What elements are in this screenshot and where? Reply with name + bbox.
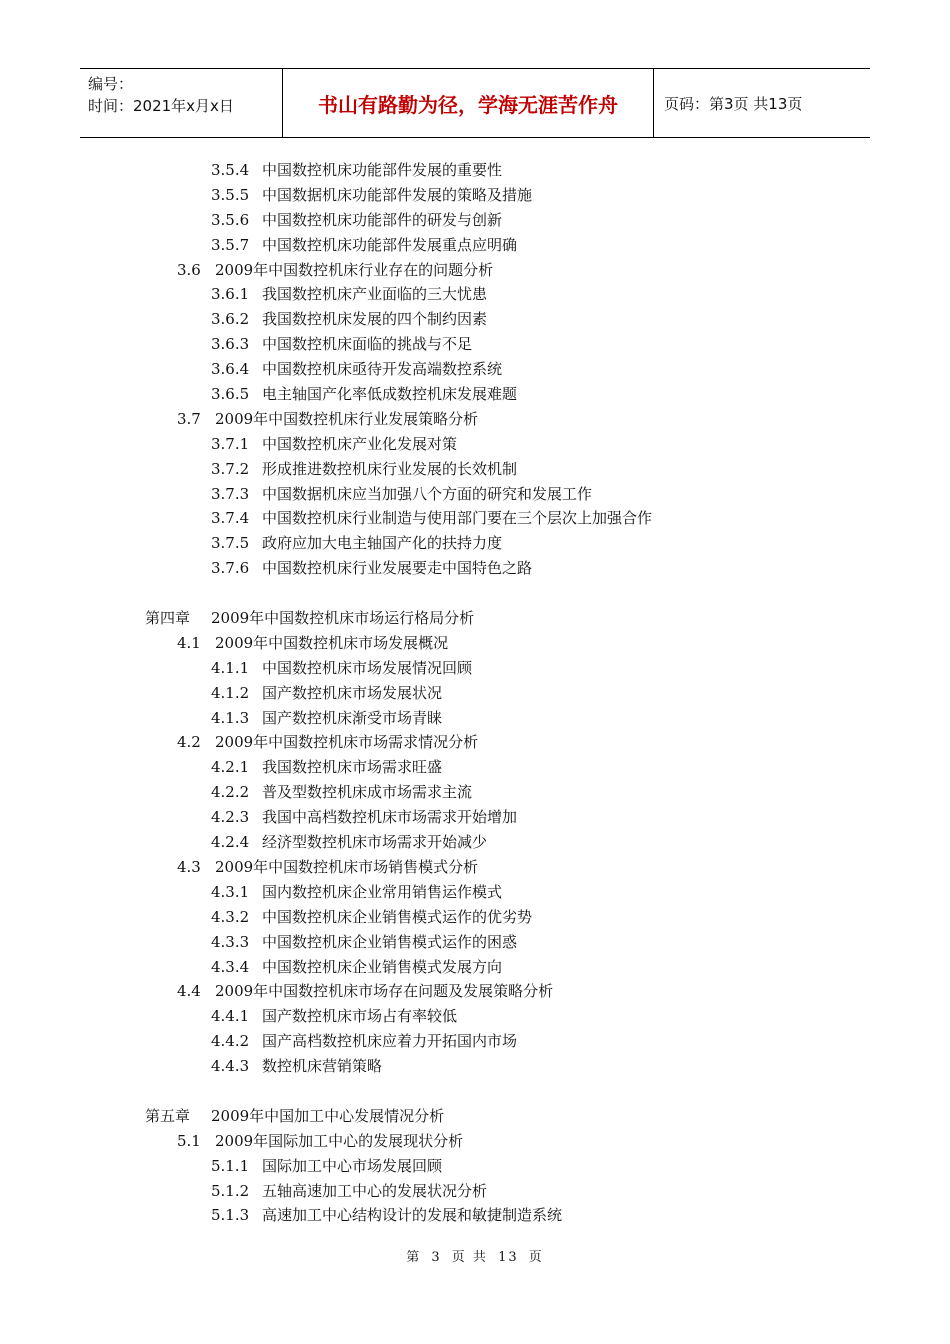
- toc-title: 2009年中国数控机床行业存在的问题分析: [215, 260, 494, 279]
- toc-subsection: [0, 208, 950, 233]
- toc-subsection: [0, 382, 950, 407]
- toc-title: 国内数控机床企业常用销售运作模式: [262, 882, 503, 901]
- toc-title: 国产数控机床市场占有率较低: [262, 1007, 458, 1026]
- toc-number: 4.3.4: [211, 957, 250, 976]
- header-page-label: 页码：第3页 共13页: [664, 94, 803, 113]
- footer-suffix: 页: [528, 1250, 544, 1265]
- toc-title: 中国数控机床市场发展情况回顾: [262, 658, 473, 677]
- toc-title: 2009年中国数控机床市场需求情况分析: [215, 733, 479, 752]
- toc-title: 五轴高速加工中心的发展状况分析: [262, 1181, 488, 1200]
- toc-section: [0, 855, 950, 880]
- toc-subsection: [0, 332, 950, 357]
- toc-title: 中国数控机床产业化发展对策: [262, 434, 458, 453]
- toc-subsection: [0, 930, 950, 955]
- toc-section: [0, 407, 950, 432]
- footer-middle: 页 共: [451, 1250, 488, 1265]
- toc-number: 3.5.7: [211, 235, 250, 254]
- toc-number: 3.7.1: [211, 434, 250, 453]
- page-header: [80, 68, 870, 138]
- toc-number: 3.7.2: [211, 459, 250, 478]
- toc-subsection: [0, 805, 950, 830]
- toc-spacer: [0, 581, 950, 606]
- toc-number: 4.2.2: [211, 783, 250, 802]
- toc-section: [0, 258, 950, 283]
- toc-subsection: [0, 780, 950, 805]
- toc-subsection: [0, 556, 950, 581]
- toc-number: 4.1.3: [211, 708, 250, 727]
- toc-subsection: [0, 457, 950, 482]
- toc-title: 中国数控机床企业销售模式发展方向: [262, 957, 503, 976]
- toc-subsection: [0, 830, 950, 855]
- toc-number: 第四章: [145, 609, 191, 628]
- toc-section: [0, 1129, 950, 1154]
- toc-number: 3.7.3: [211, 484, 250, 503]
- toc-number: 3.6.4: [211, 360, 250, 379]
- toc-title: 电主轴国产化率低成数控机床发展难题: [262, 385, 518, 404]
- toc-subsection: [0, 656, 950, 681]
- table-of-contents: [0, 158, 950, 1228]
- toc-title: 中国数控机床行业发展要走中国特色之路: [262, 559, 533, 578]
- toc-number: 4.2.4: [211, 833, 250, 852]
- toc-title: 中国数据机床应当加强八个方面的研究和发展工作: [262, 484, 593, 503]
- toc-number: 4.2.3: [211, 808, 250, 827]
- toc-number: 5.1.1: [211, 1156, 250, 1175]
- toc-title: 我国数控机床发展的四个制约因素: [262, 310, 488, 329]
- page-footer: [0, 1246, 950, 1265]
- toc-subsection: [0, 432, 950, 457]
- toc-number: 4.3: [177, 857, 201, 876]
- toc-number: 第五章: [145, 1106, 191, 1125]
- toc-number: 3.5.4: [211, 161, 250, 179]
- toc-number: 5.1.2: [211, 1181, 250, 1200]
- toc-number: 3.7: [177, 409, 201, 428]
- toc-subsection: [0, 482, 950, 507]
- toc-subsection: [0, 506, 950, 531]
- toc-subsection: [0, 1004, 950, 1029]
- toc-title: 形成推进数控机床行业发展的长效机制: [262, 459, 518, 478]
- toc-number: 4.2: [177, 733, 201, 752]
- toc-subsection: [0, 1029, 950, 1054]
- toc-subsection: [0, 1154, 950, 1179]
- toc-title: 中国数控机床功能部件发展的重要性: [262, 161, 503, 179]
- toc-title: 高速加工中心结构设计的发展和敏捷制造系统: [262, 1206, 563, 1225]
- toc-subsection: [0, 1054, 950, 1079]
- toc-number: 4.2.1: [211, 758, 250, 777]
- toc-title: 国产高档数控机床应着力开拓国内市场: [262, 1032, 518, 1051]
- toc-number: 3.7.4: [211, 509, 250, 528]
- toc-subsection: [0, 880, 950, 905]
- toc-subsection: [0, 755, 950, 780]
- toc-subsection: [0, 307, 950, 332]
- toc-number: 4.1: [177, 633, 201, 652]
- toc-spacer: [0, 1079, 950, 1104]
- toc-title: 经济型数控机床市场需求开始减少: [262, 833, 488, 852]
- toc-subsection: [0, 955, 950, 980]
- toc-number: 3.5.6: [211, 210, 250, 229]
- toc-section: [0, 730, 950, 755]
- toc-number: 3.6.2: [211, 310, 250, 329]
- toc-number: 3.7.6: [211, 559, 250, 578]
- toc-subsection: [0, 233, 950, 258]
- toc-section: [0, 631, 950, 656]
- toc-subsection: [0, 183, 950, 208]
- toc-number: 4.3.2: [211, 907, 250, 926]
- toc-subsection: [0, 706, 950, 731]
- toc-number: 3.5.5: [211, 185, 250, 204]
- toc-title: 2009年中国加工中心发展情况分析: [211, 1106, 445, 1125]
- toc-number: 4.4.3: [211, 1057, 250, 1076]
- toc-number: 3.6.5: [211, 385, 250, 404]
- toc-title: 2009年中国数控机床行业发展策略分析: [215, 409, 479, 428]
- toc-number: 5.1: [177, 1131, 201, 1150]
- toc-title: 2009年中国数控机床市场运行格局分析: [211, 609, 475, 628]
- toc-title: 国际加工中心市场发展回顾: [262, 1156, 443, 1175]
- footer-prefix: 第: [406, 1250, 422, 1265]
- toc-title: 2009年国际加工中心的发展现状分析: [215, 1131, 464, 1150]
- toc-title: 2009年中国数控机床市场发展概况: [215, 633, 449, 652]
- toc-chapter: [0, 1104, 950, 1129]
- toc-number: 3.7.5: [211, 534, 250, 553]
- toc-number: 3.6: [177, 260, 201, 279]
- toc-title: 中国数据机床功能部件发展的策略及措施: [262, 185, 533, 204]
- toc-subsection: [0, 905, 950, 930]
- toc-title: 中国数控机床亟待开发高端数控系统: [262, 360, 503, 379]
- toc-number: 4.4: [177, 982, 201, 1001]
- toc-title: 政府应加大电主轴国产化的扶持力度: [262, 534, 503, 553]
- toc-title: 中国数控机床功能部件发展重点应明确: [262, 235, 518, 254]
- toc-number: 4.3.3: [211, 932, 250, 951]
- toc-number: 4.4.1: [211, 1007, 250, 1026]
- footer-total-pages: 13: [498, 1250, 519, 1265]
- time-label: 时间：2021年x月x日: [88, 97, 234, 115]
- toc-title: 中国数控机床企业销售模式运作的优劣势: [262, 907, 533, 926]
- header-info: [80, 69, 282, 137]
- toc-number: 3.6.3: [211, 335, 250, 354]
- toc-number: 4.4.2: [211, 1032, 250, 1051]
- toc-title: 中国数控机床行业制造与使用部门要在三个层次上加强合作: [262, 509, 653, 528]
- toc-subsection: [0, 158, 950, 183]
- code-label: 编号：: [88, 75, 134, 93]
- toc-number: 5.1.3: [211, 1206, 250, 1225]
- toc-title: 国产数控机床市场发展状况: [262, 683, 443, 702]
- toc-title: 中国数控机床面临的挑战与不足: [262, 335, 473, 354]
- toc-title: 2009年中国数控机床市场存在问题及发展策略分析: [215, 982, 554, 1001]
- header-motto: 书山有路勤为径，学海无涯苦作舟: [282, 69, 654, 137]
- toc-subsection: [0, 357, 950, 382]
- toc-number: 4.3.1: [211, 882, 250, 901]
- footer-current-page: 3: [431, 1250, 442, 1265]
- toc-title: 我国数控机床产业面临的三大忧患: [262, 285, 488, 304]
- toc-subsection: [0, 1179, 950, 1204]
- toc-number: 3.6.1: [211, 285, 250, 304]
- toc-number: 4.1.1: [211, 658, 250, 677]
- toc-section: [0, 979, 950, 1004]
- toc-subsection: [0, 1203, 950, 1228]
- toc-title: 我国中高档数控机床市场需求开始增加: [262, 808, 518, 827]
- toc-title: 中国数控机床功能部件的研发与创新: [262, 210, 503, 229]
- toc-title: 中国数控机床企业销售模式运作的困惑: [262, 932, 518, 951]
- toc-title: 国产数控机床渐受市场青睐: [262, 708, 443, 727]
- toc-subsection: [0, 282, 950, 307]
- toc-title: 2009年中国数控机床市场销售模式分析: [215, 857, 479, 876]
- toc-subsection: [0, 681, 950, 706]
- toc-number: 4.1.2: [211, 683, 250, 702]
- toc-subsection: [0, 531, 950, 556]
- toc-title: 数控机床营销策略: [262, 1057, 383, 1076]
- toc-chapter: [0, 606, 950, 631]
- toc-title: 普及型数控机床成市场需求主流: [262, 783, 473, 802]
- toc-title: 我国数控机床市场需求旺盛: [262, 758, 443, 777]
